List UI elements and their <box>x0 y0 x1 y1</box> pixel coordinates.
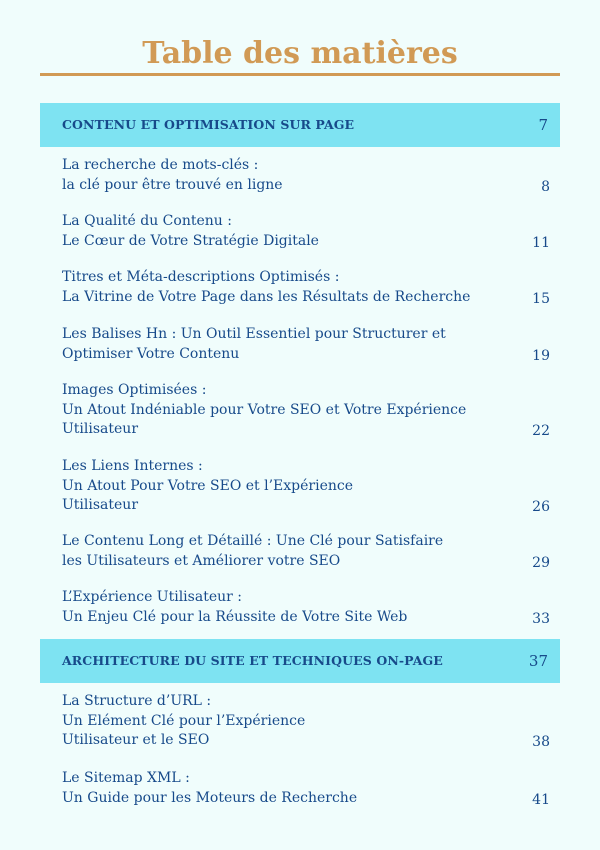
entry-page-number: 8 <box>541 178 550 195</box>
entry-line: Utilisateur et le SEO <box>62 732 210 748</box>
entry-line: Le Sitemap XML : <box>62 770 190 786</box>
section-label: CONTENU ET OPTIMISATION SUR PAGE <box>62 117 355 132</box>
entry-line: Images Optimisées : <box>62 382 207 398</box>
toc-entry[interactable] <box>62 268 550 307</box>
section-label: ARCHITECTURE DU SITE ET TECHNIQUES ON-PAGE <box>62 653 443 668</box>
entry-page-number: 41 <box>532 791 550 808</box>
entry-line: Utilisateur <box>62 497 139 513</box>
entry-line: Un Guide pour les Moteurs de Recherche <box>62 789 358 806</box>
entry-line: Le Cœur de Votre Stratégie Digitale <box>62 232 319 249</box>
entry-page-number: 38 <box>532 734 550 750</box>
entry-line: Les Liens Internes : <box>62 458 203 474</box>
toc-entry[interactable] <box>62 457 550 516</box>
entry-line: les Utilisateurs et Améliorer votre SEO <box>62 552 341 569</box>
entry-line: Un Enjeu Clé pour la Réussite de Votre Site Web <box>62 608 408 625</box>
section-header-architecture[interactable] <box>40 639 560 683</box>
toc-entry[interactable] <box>62 769 550 808</box>
toc-entry[interactable] <box>62 212 550 251</box>
toc-entry[interactable] <box>62 325 550 364</box>
entry-line: La Vitrine de Votre Page dans les Résultats de Recherche <box>62 288 471 305</box>
entry-line: Titres et Méta-descriptions Optimisés : <box>62 269 340 285</box>
entry-line: Les Balises Hn : Un Outil Essentiel pour Structurer et <box>62 326 446 342</box>
entry-line: Un Elément Clé pour l’Expérience <box>62 712 306 729</box>
entry-line: La recherche de mots-clés : <box>62 157 259 173</box>
title-divider <box>40 73 560 76</box>
entry-line: Un Atout Pour Votre SEO et l’Expérience <box>62 477 354 494</box>
entry-line: Utilisateur <box>62 421 139 437</box>
entry-line: La Qualité du Contenu : <box>62 213 232 229</box>
entry-page-number: 15 <box>532 290 550 307</box>
toc-entry[interactable] <box>62 532 550 571</box>
toc-entry[interactable] <box>62 156 550 195</box>
entry-page-number: 29 <box>532 554 550 571</box>
section-page-number: 7 <box>538 116 548 134</box>
entry-line: la clé pour être trouvé en ligne <box>62 176 283 193</box>
toc-entry[interactable] <box>62 692 550 751</box>
toc-entry[interactable] <box>62 381 550 440</box>
entry-line: La Structure d’URL : <box>62 693 212 709</box>
section-page-number: 37 <box>528 652 548 670</box>
entry-line: Optimiser Votre Contenu <box>62 345 240 362</box>
page-title: Table des matières <box>142 36 458 71</box>
entry-page-number: 26 <box>532 499 550 515</box>
entry-line: Un Atout Indéniable pour Votre SEO et Votre Expérience <box>62 401 467 418</box>
entry-page-number: 11 <box>532 234 550 251</box>
entry-page-number: 19 <box>532 347 550 364</box>
toc-entry[interactable] <box>62 588 550 627</box>
section-header-contenu[interactable] <box>40 103 560 147</box>
entry-page-number: 33 <box>532 610 550 627</box>
entry-page-number: 22 <box>532 423 550 439</box>
entry-line: L’Expérience Utilisateur : <box>62 589 242 605</box>
entry-line: Le Contenu Long et Détaillé : Une Clé pour Satisfaire <box>62 533 444 549</box>
